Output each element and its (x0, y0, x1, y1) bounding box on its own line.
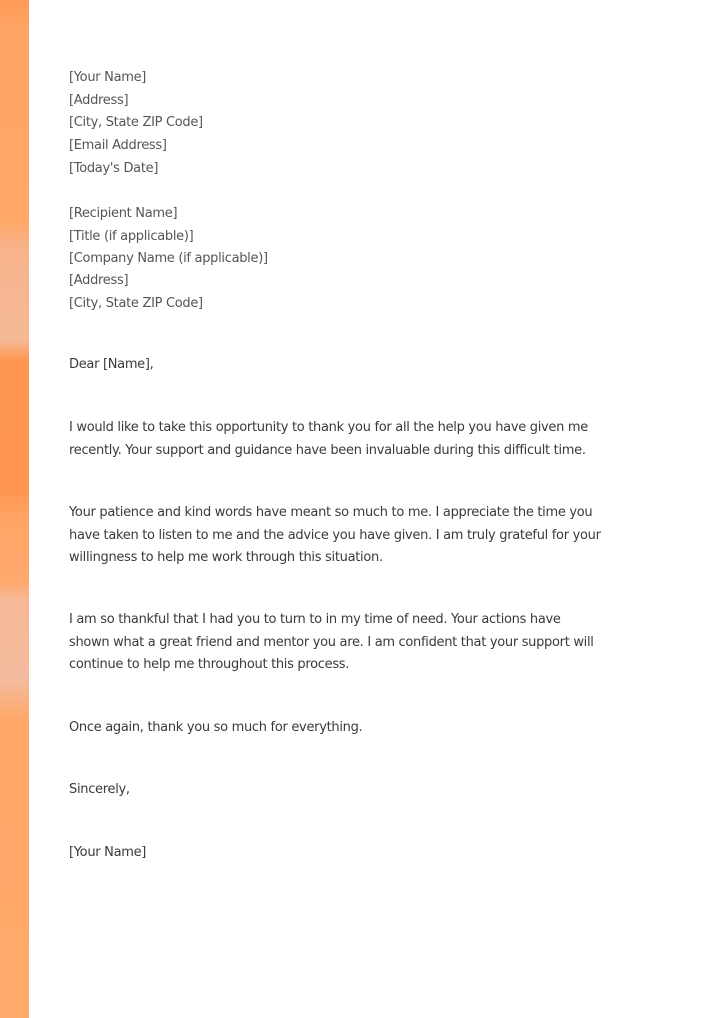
letter-date: [Today's Date] (69, 161, 159, 176)
closing: Sincerely, (69, 782, 130, 797)
paragraph-line: recently. Your support and guidance have been invaluable during this difficult time. (69, 443, 586, 458)
sender-name: [Your Name] (69, 70, 147, 85)
paragraph-line: I would like to take this opportunity to thank you for all the help you have given me (69, 420, 588, 435)
sender-city-state-zip: [City, State ZIP Code] (69, 115, 203, 130)
recipient-title: [Title (if applicable)] (69, 229, 194, 244)
sender-email: [Email Address] (69, 138, 167, 153)
recipient-company: [Company Name (if applicable)] (69, 251, 268, 266)
paragraph-line: I am so thankful that I had you to turn to in my time of need. Your actions have (69, 612, 561, 627)
recipient-address: [Address] (69, 273, 129, 288)
paragraph-line: Your patience and kind words have meant so much to me. I appreciate the time you (69, 505, 593, 520)
paragraph-line: continue to help me throughout this process. (69, 657, 350, 672)
paragraph-line: willingness to help me work through this situation. (69, 550, 383, 565)
paragraph-line: shown what a great friend and mentor you are. I am confident that your support will (69, 635, 594, 650)
signature: [Your Name] (69, 845, 147, 860)
paragraph-line: Once again, thank you so much for everything. (69, 720, 363, 735)
orange-accent-bar (0, 0, 29, 1018)
salutation: Dear [Name], (69, 357, 154, 372)
recipient-name: [Recipient Name] (69, 206, 178, 221)
recipient-city-state-zip: [City, State ZIP Code] (69, 296, 203, 311)
sender-address: [Address] (69, 93, 129, 108)
paragraph-line: have taken to listen to me and the advice you have given. I am truly grateful for your (69, 528, 601, 543)
